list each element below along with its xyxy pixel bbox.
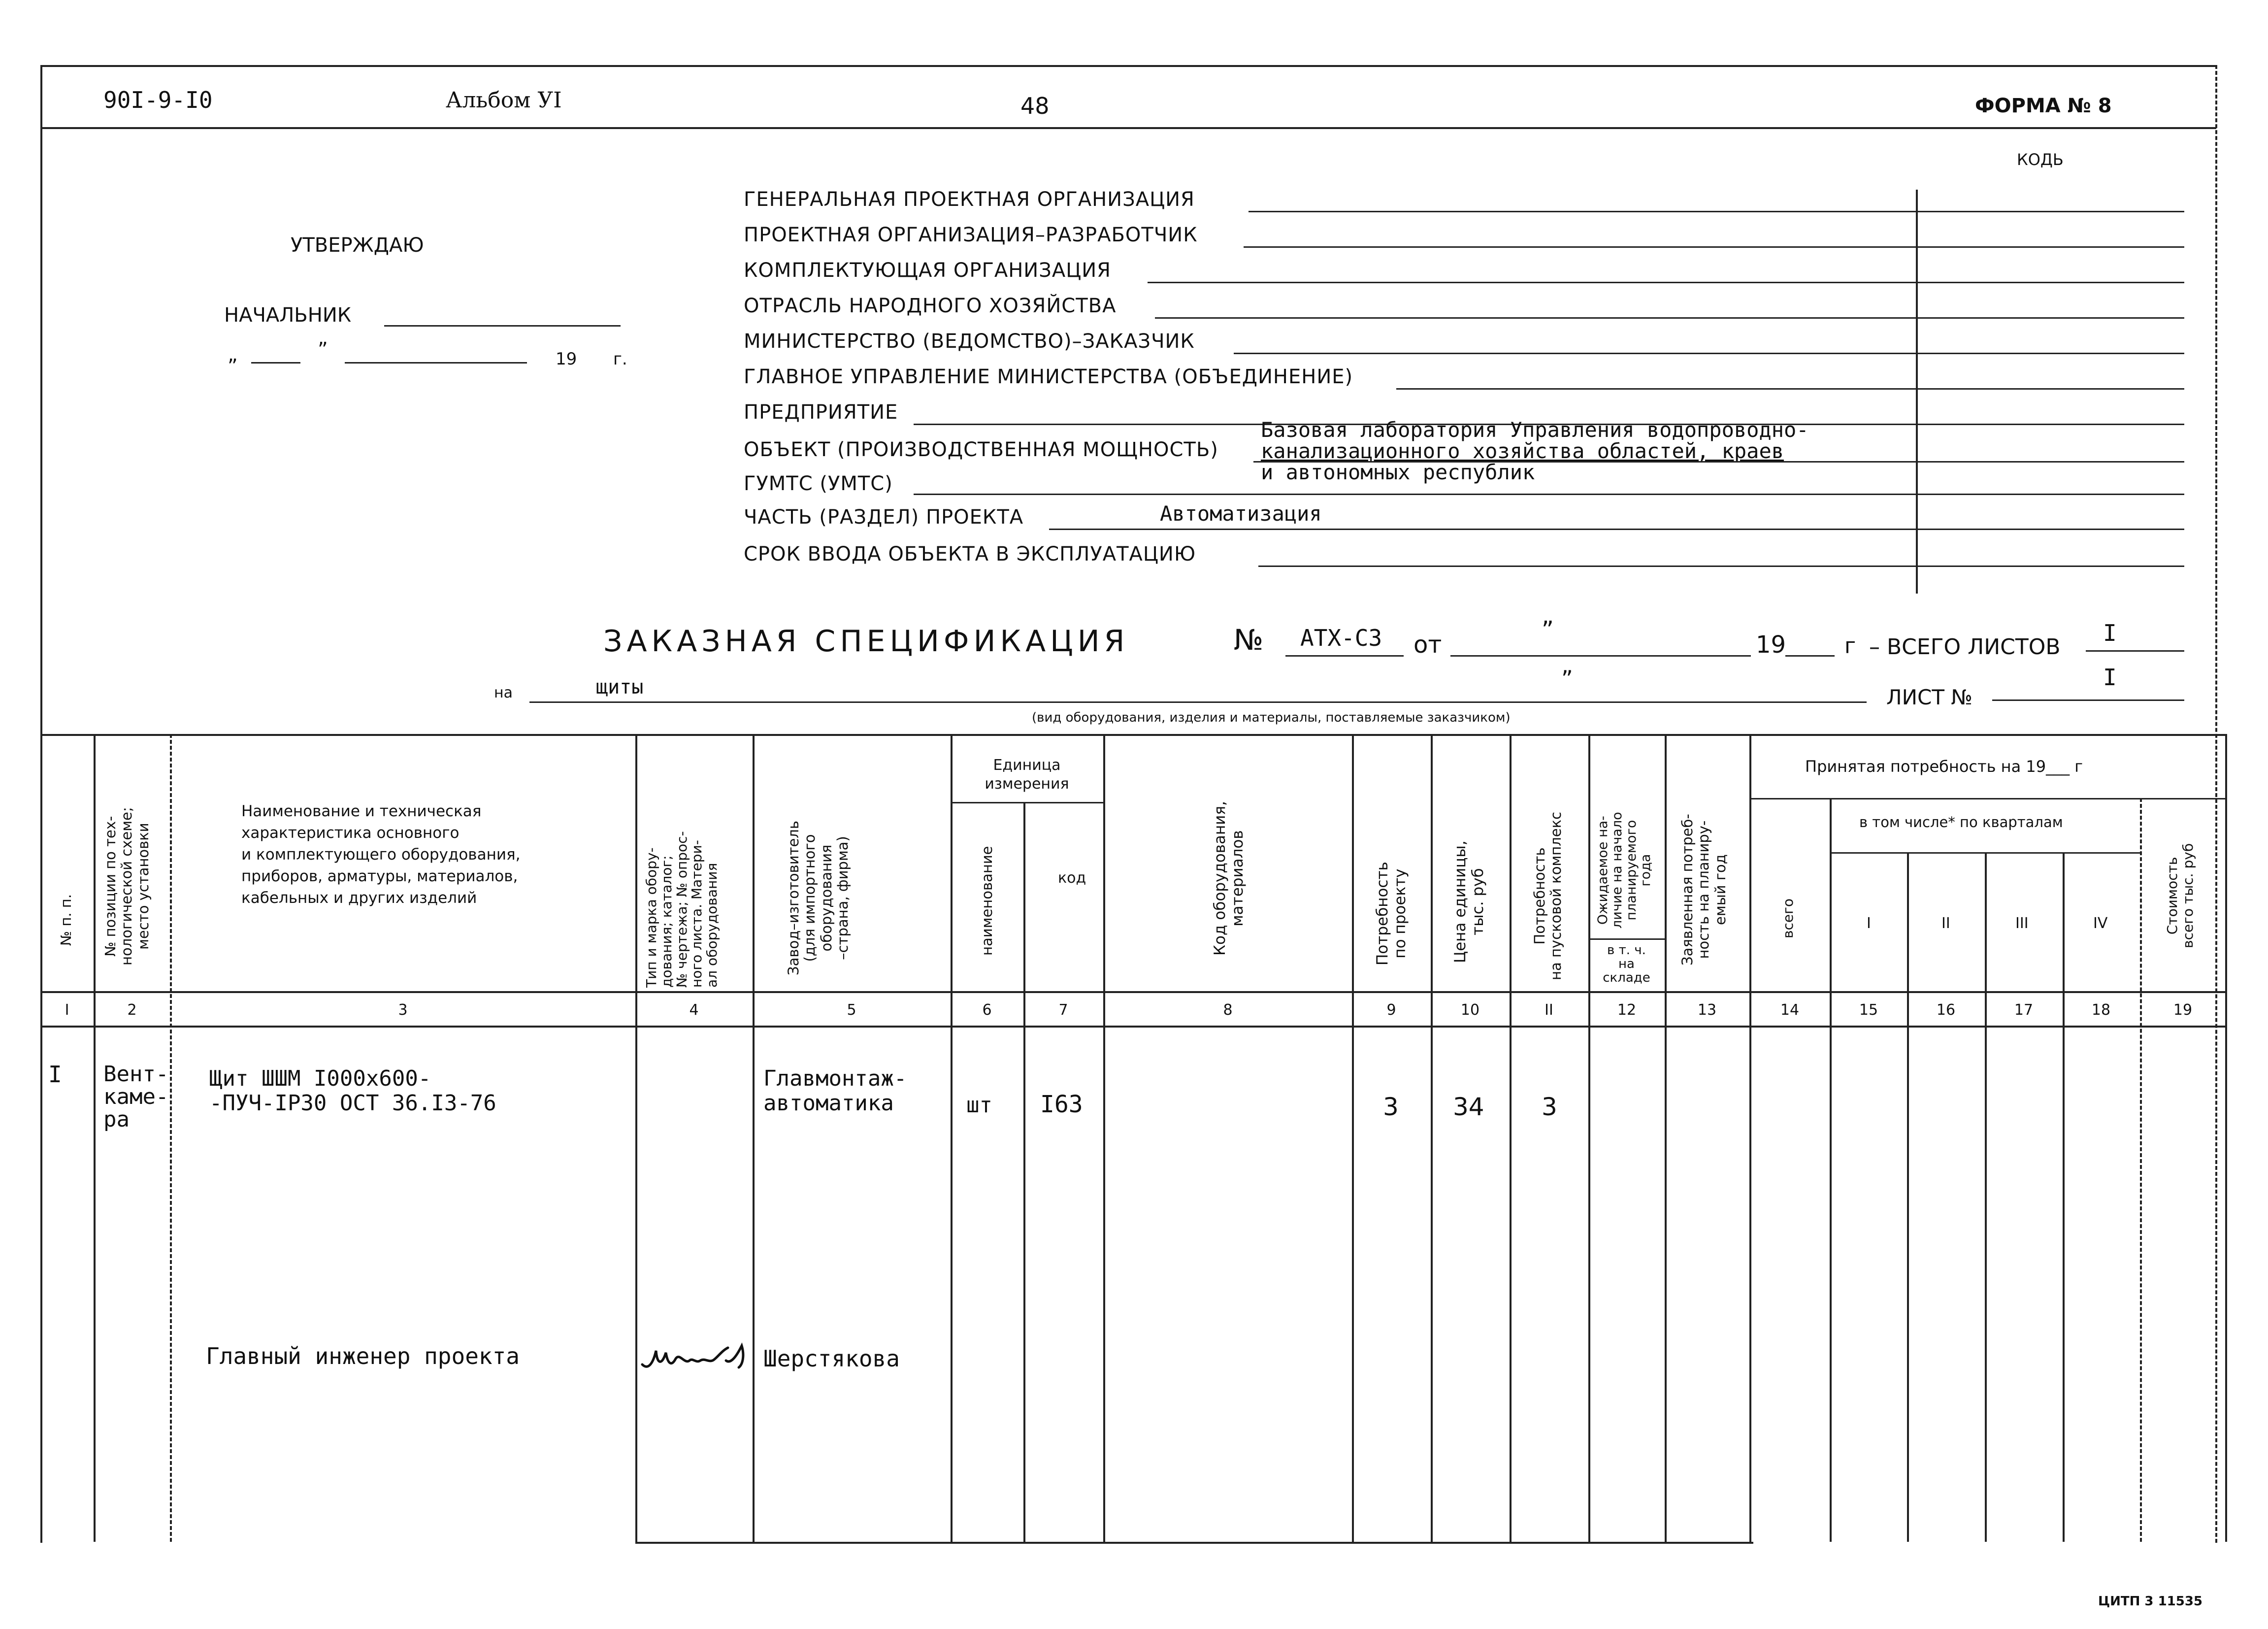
header-c1: № п. п.	[58, 894, 74, 946]
page-number: 48	[1020, 93, 1050, 119]
object-value-line-2: канализационного хозяйства областей, краев	[1261, 439, 1784, 463]
field-label-industry: ОТРАСЛЬ НАРОДНОГО ХОЗЯЙСТВА	[744, 295, 1117, 317]
frame-top	[40, 65, 2216, 67]
header-accepted-need: Принятая потребность на 19___ г	[1805, 757, 2083, 776]
print-code: ЦИТП 3 11535	[2098, 1594, 2203, 1609]
c12-split-line	[1588, 938, 1665, 940]
col-divider-2	[170, 734, 172, 1542]
header-c6: наименование	[979, 846, 995, 956]
date-quote-close: ”	[318, 338, 328, 361]
spec-on-quote: ”	[1561, 665, 1573, 692]
col-divider-6	[1023, 802, 1025, 1542]
code-label: КОДЬ	[2017, 150, 2064, 169]
total-sheets-label: – ВСЕГО ЛИСТОВ	[1869, 634, 2061, 660]
sheet-number-value: I	[2103, 664, 2117, 691]
row-1-price: 34	[1453, 1093, 1484, 1121]
header-c4: Тип и марка обору- дования; каталог; № чертежа; № опрос- ного листа. Матери- ал оборудования	[643, 831, 721, 988]
field-line-object	[1253, 461, 2184, 463]
form-number: ФОРМА № 8	[1975, 95, 2112, 117]
col-divider-12	[1665, 734, 1667, 1542]
row-1-unit-code: I63	[1040, 1091, 1083, 1118]
field-line-assembly-org	[1148, 282, 2184, 283]
spec-year: 19	[1756, 631, 1786, 659]
object-value-line-1: Базовая лаборатория Управления водопроводно-	[1261, 418, 1809, 442]
col-number-16: 16	[1936, 1001, 1956, 1019]
header-c10: Цена единицы, тыс. руб	[1451, 840, 1487, 963]
header-q3: III	[2015, 915, 2029, 932]
field-label-assembly-org: КОМПЛЕКТУЮЩАЯ ОРГАНИЗАЦИЯ	[744, 259, 1111, 282]
header-c7: код	[1058, 869, 1086, 887]
col-number-17: 17	[2014, 1001, 2034, 1019]
spec-year-line	[1785, 655, 1835, 657]
album-label: Альбом УI	[446, 88, 562, 113]
row-1-manufacturer: Главмонтаж- автоматика	[763, 1066, 907, 1116]
col-number-6: 6	[982, 1001, 992, 1019]
spec-on-label: на	[494, 684, 513, 701]
chief-label: НАЧАЛЬНИК	[224, 304, 352, 327]
col-divider-3	[635, 734, 637, 1542]
col-number-9: 9	[1386, 1001, 1396, 1019]
col-number-18: 18	[2091, 1001, 2111, 1019]
field-label-main-directorate: ГЛАВНОЕ УПРАВЛЕНИЕ МИНИСТЕРСТВА (ОБЪЕДИНЕНИЕ)	[744, 366, 1353, 388]
date-month-line	[345, 362, 527, 364]
field-line-design-org	[1244, 246, 2184, 248]
col-number-14: 14	[1780, 1001, 1800, 1019]
accepted-group-line	[1749, 798, 2227, 799]
field-label-object: ОБЪЕКТ (ПРОИЗВОДСТВЕННАЯ МОЩНОСТЬ)	[744, 438, 1218, 461]
table-bottom-line	[635, 1542, 1753, 1544]
col-divider-1	[94, 734, 96, 1542]
spec-caption: (вид оборудования, изделия и материалы, поставляемые заказчиком)	[1032, 710, 1511, 725]
field-label-enterprise: ПРЕДПРИЯТИЕ	[744, 401, 898, 424]
header-c13: Заявленная потреб- ность на планиру- емый год	[1679, 814, 1729, 965]
field-line-general-org	[1249, 211, 2184, 212]
header-q4: IV	[2093, 915, 2108, 932]
col-number-15: 15	[1859, 1001, 1878, 1019]
field-line-main-directorate	[1396, 388, 2184, 390]
header-quarters: в том числе* по кварталам	[1859, 814, 2063, 831]
spec-from-label: от	[1413, 631, 1442, 659]
field-line-project-part	[1049, 529, 2184, 530]
header-c14: всего	[1780, 898, 1796, 938]
col-divider-13	[1749, 734, 1751, 1542]
spec-number: АТХ-С3	[1300, 625, 1382, 651]
col-number-5: 5	[847, 1001, 856, 1019]
date-year-suffix: г.	[613, 349, 627, 369]
field-value-project-part: Автоматизация	[1160, 501, 1322, 526]
sheet-number-line	[1992, 699, 2184, 701]
spec-title: ЗАКАЗНАЯ СПЕЦИФИКАЦИЯ	[603, 624, 1129, 659]
col-divider-5	[951, 734, 953, 1542]
col-divider-19	[2225, 734, 2227, 1542]
header-c11: Потребность на пусковой комплекс	[1531, 811, 1565, 980]
col-number-19: 19	[2173, 1001, 2193, 1019]
col-number-3: 3	[398, 1001, 408, 1019]
chief-engineer-name: Шерстякова	[763, 1345, 900, 1372]
signature-image	[639, 1336, 750, 1375]
date-quote-open: „	[228, 343, 238, 366]
spec-date-quote: ”	[1542, 616, 1554, 644]
col-number-12: 12	[1617, 1001, 1637, 1019]
header-c8: Код оборудования, материалов	[1211, 801, 1247, 956]
chief-engineer-role: Главный инженер проекта	[206, 1343, 520, 1369]
spec-number-line	[1285, 655, 1404, 657]
header-c2: № позиции по тех- нологической схеме; место установки	[102, 807, 152, 965]
total-sheets-line	[2086, 650, 2184, 652]
col-divider-7	[1103, 734, 1105, 1542]
header-q1: I	[1867, 915, 1871, 932]
unit-group-line	[951, 802, 1103, 803]
col-divider-4	[753, 734, 755, 1542]
col-number-2: 2	[127, 1001, 137, 1019]
field-line-gumts	[914, 494, 2184, 495]
header-unit-group: Единица измерения	[985, 757, 1069, 793]
column-number-line	[40, 1026, 2227, 1028]
chief-signature-line	[384, 325, 621, 327]
object-value-line-3: и автономных республик	[1261, 460, 1535, 484]
row-1-unit: шт	[966, 1093, 992, 1118]
field-line-commissioning	[1258, 565, 2184, 567]
col-number-11: II	[1545, 1001, 1553, 1019]
header-c12-top: Ожидаемое на- личие на начало планируемого года	[1595, 812, 1654, 929]
code-column-divider	[1916, 190, 1918, 594]
spec-number-label: №	[1234, 623, 1264, 657]
col-divider-11	[1588, 734, 1590, 1542]
spec-date-line	[1450, 655, 1751, 657]
row-1-launch: 3	[1542, 1093, 1557, 1121]
spec-on-value: щиты	[596, 676, 644, 698]
field-label-general-org: ГЕНЕРАЛЬНАЯ ПРОЕКТНАЯ ОРГАНИЗАЦИЯ	[744, 188, 1195, 211]
field-label-commissioning: СРОК ВВОДА ОБЪЕКТА В ЭКСПЛУАТАЦИЮ	[744, 543, 1196, 565]
header-c5: Завод–изготовитель (для импортного оборудования –страна, фирма)	[785, 821, 852, 975]
sheet-number-label: ЛИСТ №	[1886, 685, 1973, 709]
header-c9: Потребность по проекту	[1374, 862, 1409, 965]
frame-right	[2215, 65, 2217, 1543]
row-1-need: 3	[1383, 1093, 1399, 1121]
col-number-8: 8	[1223, 1001, 1233, 1019]
col-divider-8	[1352, 734, 1354, 1542]
col-number-4: 4	[689, 1001, 699, 1019]
header-c19: Стоимость всего тыс. руб	[2164, 843, 2197, 948]
field-label-gumts: ГУМТС (УМТС)	[744, 472, 893, 495]
table-top-line	[40, 734, 2227, 736]
col-divider-9	[1431, 734, 1433, 1542]
col-divider-15	[1907, 852, 1909, 1542]
col-number-13: 13	[1697, 1001, 1717, 1019]
col-divider-14	[1830, 798, 1832, 1542]
spec-on-line	[529, 701, 1867, 703]
field-label-design-org: ПРОЕКТНАЯ ОРГАНИЗАЦИЯ–РАЗРАБОТЧИК	[744, 224, 1198, 246]
col-number-7: 7	[1058, 1001, 1068, 1019]
spec-year-suffix: г	[1844, 633, 1856, 659]
field-label-ministry: МИНИСТЕРСТВО (ВЕДОМСТВО)–ЗАКАЗЧИК	[744, 330, 1195, 353]
row-1-number: I	[48, 1061, 62, 1088]
col-divider-10	[1510, 734, 1512, 1542]
frame-left	[40, 65, 42, 1543]
approve-label: УТВЕРЖДАЮ	[291, 234, 424, 257]
header-c3: Наименование и техническая характеристика основного и комплектующего оборудования, приборов, арматуры, материалов, кабельных и других изделий	[241, 802, 521, 907]
header-c12-bottom: в т. ч. на складе	[1603, 943, 1650, 985]
col-divider-16	[1985, 852, 1987, 1542]
field-line-ministry	[1234, 353, 2184, 354]
col-number-1: I	[65, 1001, 69, 1019]
header-bottom-line	[40, 127, 2216, 129]
total-sheets-value: I	[2103, 620, 2117, 646]
date-year: 19	[556, 349, 577, 369]
row-1-position: Вент- каме- ра	[103, 1062, 169, 1132]
doc-code: 90I-9-I0	[103, 87, 213, 113]
date-day-line	[251, 362, 300, 364]
field-line-industry	[1155, 317, 2184, 319]
col-divider-18	[2140, 798, 2142, 1542]
field-label-project-part: ЧАСТЬ (РАЗДЕЛ) ПРОЕКТА	[744, 506, 1024, 529]
header-q2: II	[1941, 915, 1950, 932]
col-number-10: 10	[1460, 1001, 1480, 1019]
header-bottom-line-table	[40, 991, 2227, 993]
row-1-name: Щит ШШМ I000x600- -ПУЧ-IP30 ОСТ 36.I3-76	[209, 1066, 496, 1116]
col-divider-17	[2063, 852, 2065, 1542]
